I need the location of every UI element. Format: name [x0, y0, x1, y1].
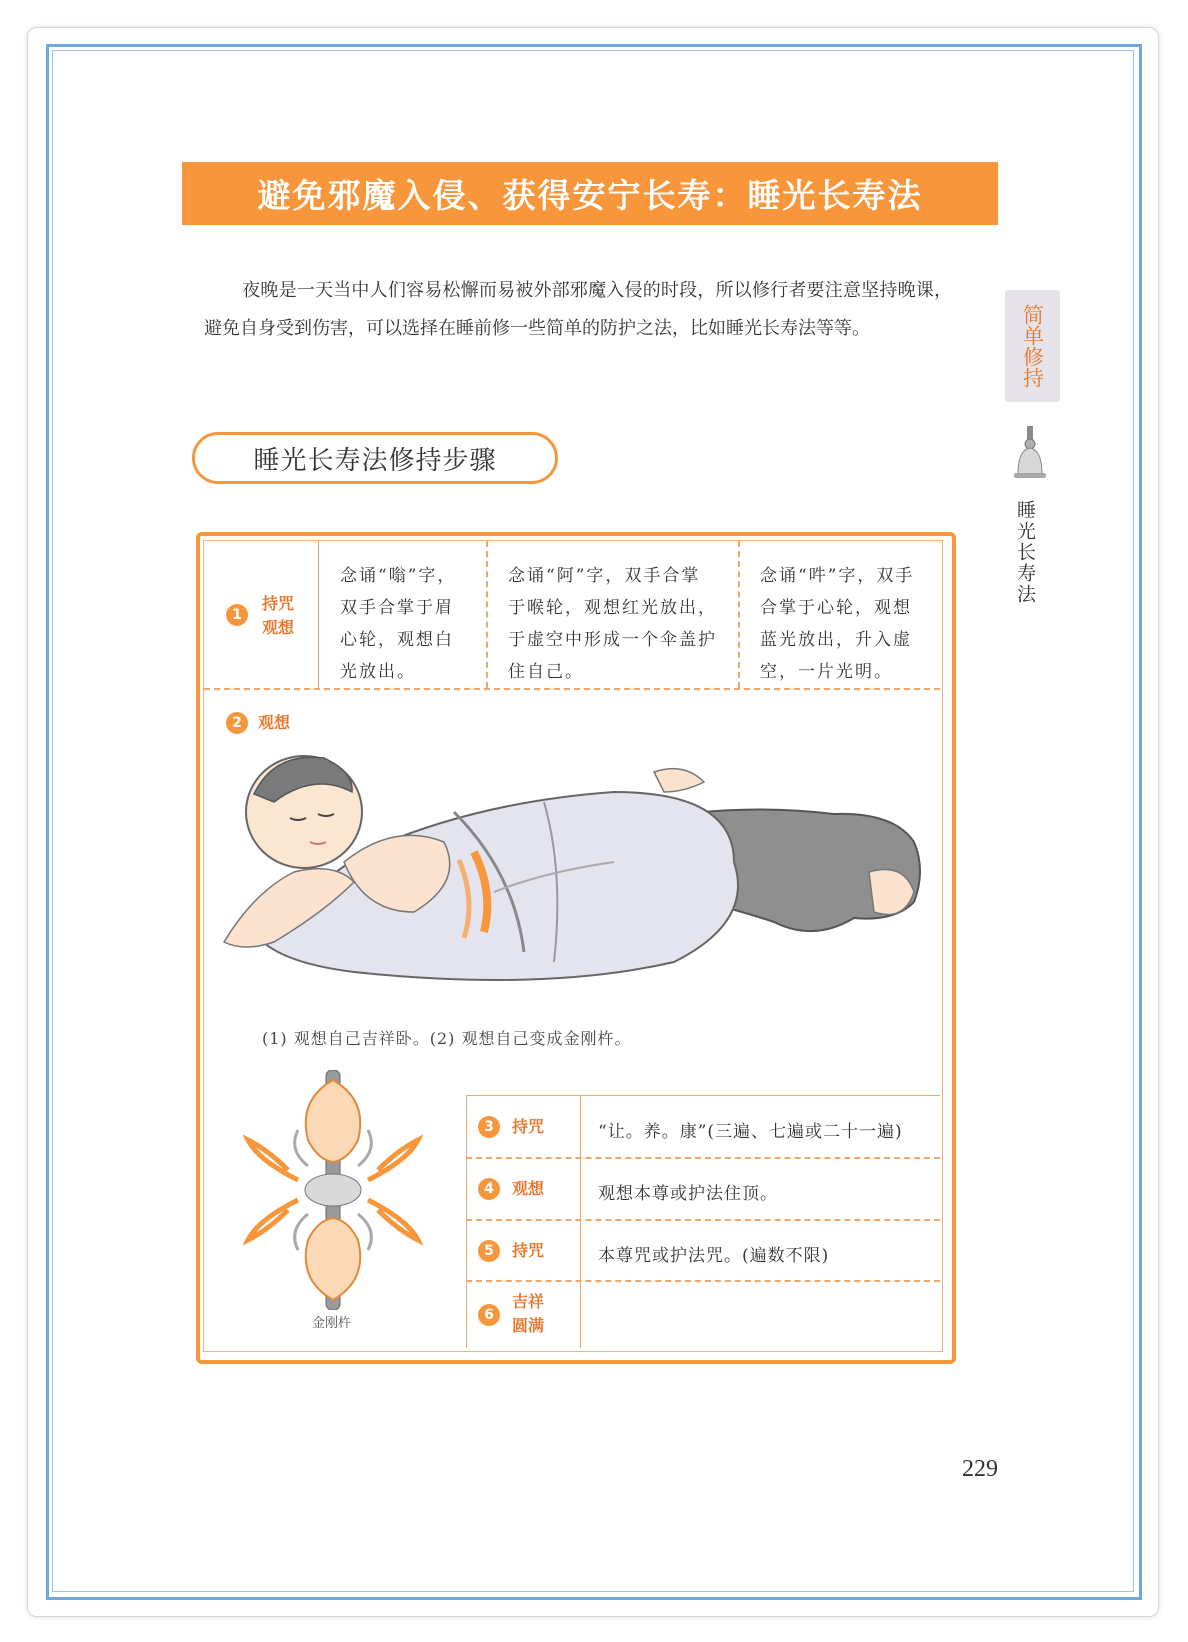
table-left-border [466, 1095, 467, 1348]
step-number: 1 [226, 604, 248, 626]
section-heading [192, 432, 558, 484]
page-title: 避免邪魔入侵、获得安宁长寿：睡光长寿法 [257, 176, 923, 215]
step-number: 4 [478, 1178, 500, 1200]
row1-divider [738, 541, 740, 688]
mantra-cell-hum: 念诵“吽”字，双手合掌于心轮，观想蓝光放出，升入虚空，一片光明。 [760, 566, 915, 682]
table-row-separator [466, 1219, 940, 1221]
step-number: 3 [478, 1116, 500, 1138]
row1-separator [204, 688, 940, 690]
side-vertical-title: 睡光长寿法 [1014, 500, 1036, 605]
bell-icon [1008, 424, 1052, 484]
step-label: 观想 [512, 1179, 545, 1198]
step-label: 持咒观想 [262, 594, 295, 637]
page-number: 229 [962, 1456, 998, 1482]
step-text: 观想本尊或护法住顶。 [598, 1184, 778, 1204]
vajra-illustration [238, 1070, 428, 1310]
table-column-divider [580, 1095, 581, 1348]
mantra-cell-ah: 念诵“阿”字，双手合掌于喉轮，观想红光放出，于虚空中形成一个伞盖护住自己。 [508, 566, 717, 682]
table-row-separator [466, 1280, 940, 1282]
step-number: 2 [226, 712, 248, 734]
section-heading-text: 睡光长寿法修持步骤 [253, 445, 497, 476]
step-label: 吉祥圆满 [512, 1292, 545, 1335]
intro-text: 夜晚是一天当中人们容易松懈而易被外部邪魔入侵的时段，所以修行者要注意坚持晚课，避免自身受到伤害，可以选择在睡前修一些简单的防护之法，比如睡光长寿法等等。 [204, 280, 952, 339]
step-label: 观想 [258, 713, 291, 732]
step-text: 本尊咒或护法咒。(遍数不限) [598, 1246, 830, 1266]
row1-divider [318, 541, 319, 688]
side-tab-label: 简单修持 [1020, 304, 1045, 388]
step-number: 6 [478, 1304, 500, 1326]
side-tab [1005, 290, 1060, 402]
title-banner [182, 162, 998, 225]
table-row-separator [466, 1157, 940, 1159]
mantra-cell-om: 念诵“嗡”字，双手合掌于眉心轮，观想白光放出。 [340, 566, 457, 682]
row1-divider [486, 541, 488, 688]
vajra-caption: 金刚杵 [312, 1316, 352, 1331]
visualization-caption: (1) 观想自己吉祥卧。(2) 观想自己变成金刚杵。 [262, 1029, 632, 1048]
table-top-border [466, 1095, 940, 1096]
step-label: 持咒 [512, 1117, 545, 1136]
reclining-figure-illustration [214, 752, 936, 1002]
intro-paragraph [204, 272, 952, 348]
step-text: “让。养。康”(三遍、七遍或二十一遍) [598, 1122, 903, 1142]
step-number: 5 [478, 1240, 500, 1262]
step-label: 持咒 [512, 1241, 545, 1260]
